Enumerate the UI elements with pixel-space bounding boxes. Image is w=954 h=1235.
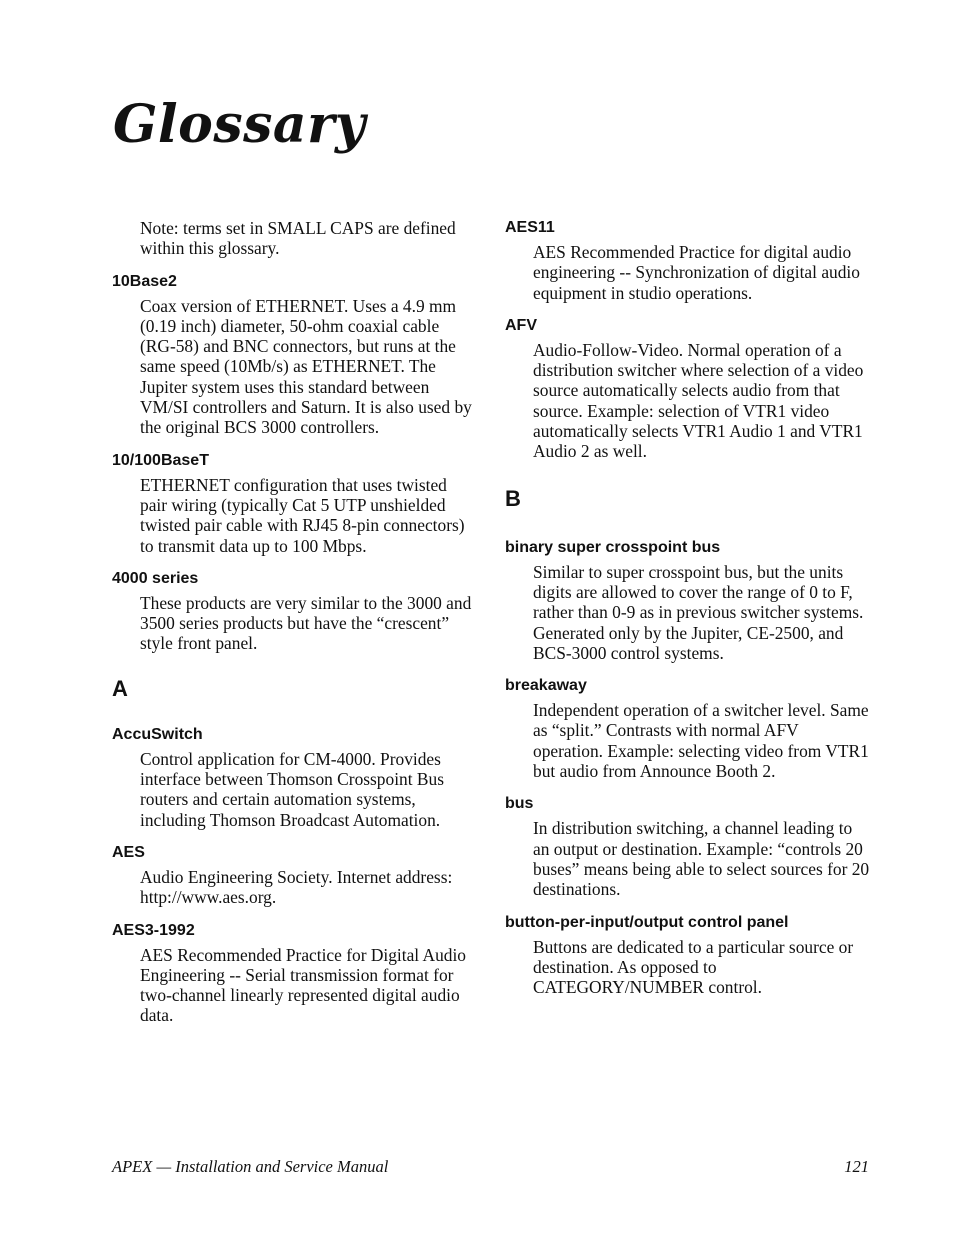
glossary-term: breakaway — [505, 677, 587, 695]
page-title: Glossary — [113, 94, 366, 155]
glossary-term: AES — [112, 843, 145, 861]
glossary-term: bus — [505, 795, 534, 813]
glossary-term: 4000 series — [112, 569, 199, 587]
glossary-definition: Audio-Follow-Video. Normal operation of a distribution switcher where selection of a video source automatically selects audio from that source. Example: selection of VTR1 video automatically selects VTR1 Audio 1 and VTR1 Audio 2 as well. — [533, 339, 864, 462]
glossary-term: button-per-input/output control panel — [505, 913, 789, 931]
glossary-definition: AES Recommended Practice for digital audio engineering -- Synchronization of digital audio equipment in studio operations. — [533, 242, 860, 303]
glossary-definition: Audio Engineering Society. Internet address: http://www.aes.org. — [140, 866, 453, 908]
glossary-definition: ETHERNET configuration that uses twisted pair wiring (typically Cat 5 UTP unshielded twisted pair cable with RJ45 8-pin connectors) to transmit data up to 100 Mbps. — [140, 474, 465, 556]
glossary-term: 10/100BaseT — [112, 451, 209, 469]
glossary-definition: Similar to super crosspoint bus, but the units digits are allowed to cover the range of 0 to F, rather than 0-9 as in previous switcher systems. Generated only by the Jupiter, CE-2500, and BCS-3000 control systems. — [533, 561, 864, 663]
glossary-definition: Buttons are dedicated to a particular source or destination. As opposed to CATEGORY/NUMBER control. — [533, 936, 854, 998]
glossary-term: AFV — [505, 316, 537, 334]
glossary-left-column — [112, 218, 477, 1039]
glossary-term: AES3-1992 — [112, 921, 195, 939]
glossary-term: binary super crosspoint bus — [505, 538, 721, 556]
glossary-definition: In distribution switching, a channel leading to an output or destination. Example: “controls 20 buses” means being able to select sources for 20 destinations. — [533, 818, 870, 900]
section-letter: A — [112, 675, 128, 701]
glossary-definition: Control application for CM-4000. Provides interface between Thomson Crosspoint Bus routers and certain automation systems, including Thomson Broadcast Automation. — [140, 748, 444, 830]
glossary-definition: AES Recommended Practice for Digital Audio Engineering -- Serial transmission format for two-channel linearly represented digital audio data. — [140, 944, 466, 1026]
glossary-definition: These products are very similar to the 3000 and 3500 series products but have the “crescent” style front panel. — [140, 592, 472, 654]
footer-manual-title: APEX — Installation and Service Manual — [112, 1157, 389, 1176]
glossary-term: AccuSwitch — [112, 725, 203, 743]
footer-page-number: 121 — [844, 1157, 869, 1176]
glossary-note: Note: terms set in SMALL CAPS are defined within this glossary. — [140, 218, 456, 259]
glossary-right-column — [505, 218, 870, 1010]
glossary-definition: Independent operation of a switcher level. Same as “split.” Contrasts with normal AFV operation. Example: selecting video from VTR1 but audio from Announce Booth 2. — [533, 700, 869, 782]
section-letter: B — [505, 485, 521, 511]
glossary-term: AES11 — [505, 219, 555, 236]
glossary-term: 10Base2 — [112, 272, 177, 290]
glossary-definition: Coax version of ETHERNET. Uses a 4.9 mm (0.19 inch) diameter, 50-ohm coaxial cable (RG-58) and BNC connectors, but runs at the same speed (10Mb/s) as ETHERNET. The Jupiter system uses this standard between VM/SI controllers and Saturn. It is also used by the original BCS 3000 controllers. — [140, 295, 472, 438]
page-footer — [112, 1157, 869, 1177]
